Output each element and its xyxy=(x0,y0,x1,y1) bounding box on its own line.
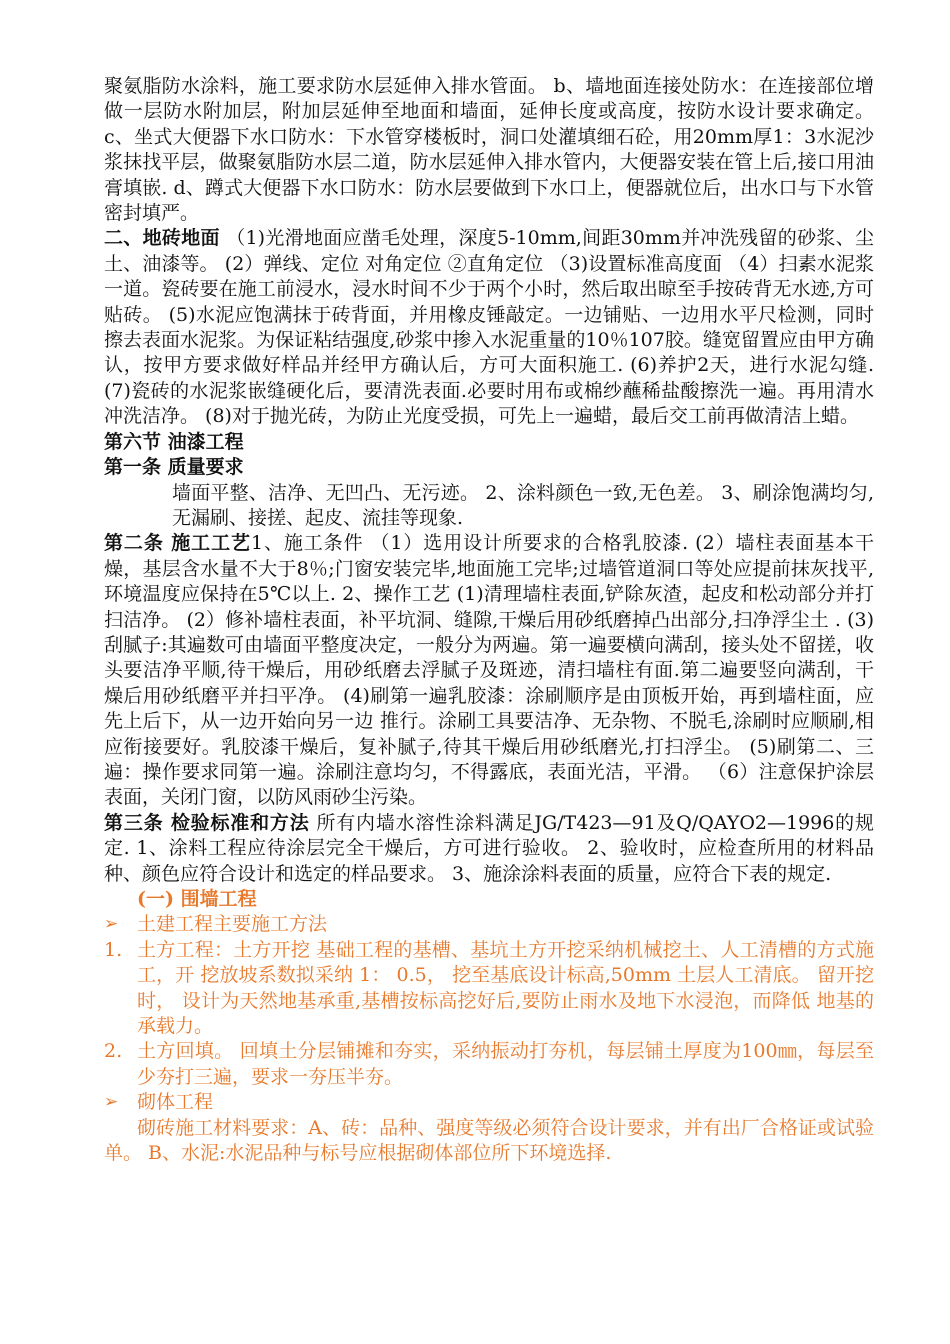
heading-article-3: 第三条 检验标准和方法 xyxy=(104,811,310,834)
article-3-text: 所有内墙水溶性涂料满足JG/T423—91及Q/QAYO2—1996的规定. 1、涂料工程应待涂层完全干燥后，方可进行验收。 2、验收时，应检查所用的材料品种、颜色应符合设计和选定的样品要求。 3、施涂涂料表面的质量，应符合下表的规定. xyxy=(104,811,874,885)
list-number: 2. xyxy=(104,1040,123,1063)
arrow-bullet-icon: ➢ xyxy=(104,914,119,935)
list-number: 1. xyxy=(104,938,123,961)
heading-floor-tile: 二、地砖地面 xyxy=(104,227,220,250)
paragraph-masonry-materials: 砌砖施工材料要求：A、砖：品种、强度等级必须符合设计要求，并有出厂合格证或试验单。 B、水泥:水泥品种与标号应根据砌体部位所下环境选择. xyxy=(104,1116,874,1165)
paragraph-article-1: 墙面平整、洁净、无凹凸、无污迹。 2、涂料颜色一致,无色差。 3、刷涂饱满均匀,无漏刷、接搓、起皮、流挂等现象. xyxy=(172,481,874,529)
floor-tile-text: （1)光滑地面应凿毛处理，深度5-10mm,间距30mm并冲洗残留的砂浆、尘土、油漆等。 (2）弹线、定位 对角定位 ②直角定位 （3)设置标准高度面 （4）扫素水泥浆一道。瓷砖要在施工前浸水，浸水时间不少于两个小时，然后取出晾至手按砖背无水迹,方可贴砖。 (5)水泥应饱满抹于砖背面，并用橡皮锤敲定。一边铺贴、一边用水平尺检测，同时擦去表面水泥浆。为保证粘结强度,砂浆中掺入水泥重量的10％107胶。缝宽留置应由甲方确认，按甲方要求做好样品并经甲方确认后，方可大面积施工. (6)养护2天，进行水泥勾缝. (7)瓷砖的水泥浆嵌缝硬化后，要清洗表面.必要时用布或棉纱蘸稀盐酸擦洗一遍。再用清水冲洗洁净。 (8)对于抛光砖，为防止光度受损，可先上一遍蜡，最后交工前再做清洁上蜡。 xyxy=(104,227,874,428)
list-item xyxy=(104,912,874,937)
item-backfill: 土方回填。 回填土分层铺摊和夯实，采纳振动打夯机，每层铺土厚度为100㎜，每层至 少夯打三遍，要求一夯压半夯。 xyxy=(137,1040,874,1088)
item-earthwork: 土方工程：土方开挖 基础工程的基槽、基坑土方开挖采纳机械挖土、人工清槽的方式施工，开 挖放坡系数拟采纳 1： 0.5， 挖至基底设计标高,50mm 土层人工清底。 留开挖时， 设计为天然地基承重,基槽按标高挖好后,要防止雨水及地下水浸泡，而降低 地基的承载力。 xyxy=(137,938,874,1038)
heading-wall-engineering: (一) 围墙工程 xyxy=(137,888,257,910)
heading-article-1: 第一条 质量要求 xyxy=(104,456,244,479)
subheading-masonry: 砌体工程 xyxy=(137,1091,214,1114)
article-2-text: 1、施工条件 （1）选用设计所要求的合格乳胶漆. (2）墙柱表面基本干燥，基层含水量不大于8％;门窗安装完毕,地面施工完毕;过墙管道洞口等处应提前抹灰找平,环境温度应保持在5℃以上. 2、操作工艺 (1)清理墙柱表面,铲除灰渣，起皮和松动部分并打扫洁净。 (2）修补墙柱表面，补平坑洞、缝隙,干燥后用砂纸磨掉凸出部分,扫净浮尘土 . (3)刮腻子:其遍数可由墙面平整度决定，一般分为两遍。第一遍要横向满刮，接头处不留搓，收头要洁净平顺,待干燥后，用砂纸磨去浮腻子及斑迹，清扫墙柱有面.第二遍要竖向满刮，干燥后用砂纸磨平并扫平净。 (4)刷第一遍乳胶漆：涂刷顺序是由顶板开始，再到墙柱面，应先上后下，从一边开始向另一边 推行。涂刷工具要洁净、无杂物、不脱毛,涂刷时应顺刷,相应衔接要好。乳胶漆干燥后，复补腻子,待其干燥后用砂纸磨光,打扫浮尘。 (5)刷第二、三遍：操作要求同第一遍。涂刷注意均匀，不得露底，表面光洁，平滑。 （6）注意保护涂层表面，关闭门窗，以防风雨砂尘污染。 xyxy=(104,532,874,809)
paragraph-floor-tile xyxy=(104,226,874,429)
subheading-civil-methods: 土建工程主要施工方法 xyxy=(137,913,328,936)
document-page xyxy=(104,74,874,1166)
arrow-bullet-icon: ➢ xyxy=(104,1092,119,1113)
paragraph-article-2 xyxy=(104,531,874,810)
list-item xyxy=(104,1090,874,1115)
list-item xyxy=(104,1039,874,1090)
heading-article-2: 第二条 施工工艺 xyxy=(104,532,251,555)
paragraph-waterproofing: 聚氨脂防水涂料，施工要求防水层延伸入排水管面。 b、墙地面连接处防水：在连接部位增做一层防水附加层，附加层延伸至地面和墙面，延伸长度或高度，按防水设计要求确定。 c、坐式大便器下水口防水：下水管穿楼板时，洞口处灌填细石砼，用20mm厚1：3水泥沙浆抹找平层，做聚氨脂防水层二道，防水层延伸入排水管内，大便器安装在管上后,接口用油膏填嵌. d、蹲式大便器下水口防水：防水层要做到下水口上，便器就位后，出水口与下水管密封填严。 xyxy=(104,75,874,225)
wall-engineering-section xyxy=(104,887,874,1166)
paragraph-article-3 xyxy=(104,811,874,887)
heading-section-6: 第六节 油漆工程 xyxy=(104,430,244,453)
list-item xyxy=(104,938,874,1040)
